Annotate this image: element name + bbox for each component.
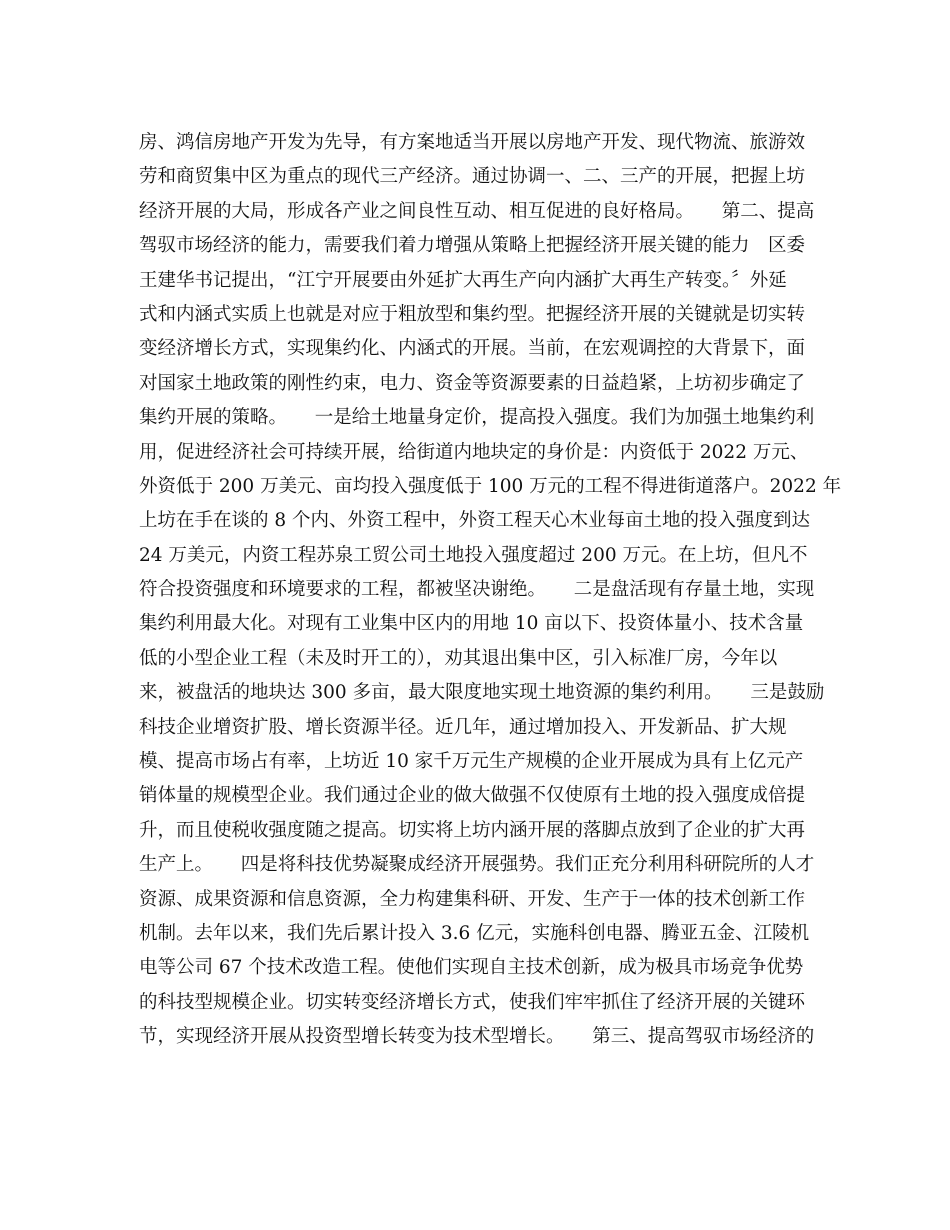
text-line: 资源、成果资源和信息资源，全力构建集科研、开发、生产于一体的技术创新工作 <box>139 888 806 910</box>
text-line: 节，实现经济开展从投资型增长转变为技术型增长。 第三、提高驾驭市场经济的 <box>139 1026 815 1048</box>
text-line: 房、鸿信房地产开发为先导，有方案地适当开展以房地产开发、现代物流、旅游效 <box>139 132 806 153</box>
text-line: 符合投资强度和环境要求的工程，都被坚决谢绝。 二是盘活现有存量土地，实现 <box>139 579 815 601</box>
text-line: 变经济增长方式，实现集约化、内涵式的开展。当前，在宏观调控的大背景下，面 <box>139 338 806 360</box>
text-line: 集约利用最大化。对现有工业集中区内的用地 10 亩以下、投资体量小、技术含量 <box>139 613 804 635</box>
text-line: 驾驭市场经济的能力，需要我们着力增强从策略上把握经济开展关键的能力 区委 <box>139 235 806 257</box>
text-line: 用，促进经济社会可持续开展，给街道内地块定的身价是：内资低于 2022 万元、 <box>139 441 809 463</box>
text-line: 电等公司 67 个技术改造工程。使他们实现自主技术创新，成为极具市场竞争优势 <box>139 957 804 979</box>
text-line: 24 万美元，内资工程苏泉工贸公司土地投入强度超过 200 万元。在上坊，但凡不 <box>139 544 808 566</box>
text-line: 外资低于 200 万美元、亩均投入强度低于 100 万元的工程不得进街道落户。2022 年 <box>139 475 842 497</box>
text-line: 科技企业增资扩股、增长资源半径。近几年，通过增加投入、开发新品、扩大规 <box>139 716 787 738</box>
text-line: 王建华书记提出，“江宁开展要由外延扩大再生产向内涵扩大再生产转变。〞外延 <box>139 269 787 291</box>
text-line: 模、提高市场占有率，上坊近 10 家千万元生产规模的企业开展成为具有上亿元产 <box>139 751 804 773</box>
text-line: 劳和商贸集中区为重点的现代三产经济。通过协调一、二、三产的开展，把握上坊 <box>139 166 806 188</box>
text-line: 机制。去年以来，我们先后累计投入 3.6 亿元，实施科创电器、腾亚五金、江陵机 <box>139 922 810 944</box>
text-line: 来，被盘活的地块达 300 多亩，最大限度地实现土地资源的集约利用。 三是鼓励 <box>139 682 825 704</box>
text-line: 低的小型企业工程（未及时开工的），劝其退出集中区，引入标准厂房，今年以 <box>139 647 778 669</box>
text-line: 生产上。 四是将科技优势凝聚成经济开展强势。我们正充分利用科研院所的人才 <box>139 854 815 876</box>
text-line: 销体量的规模型企业。我们通过企业的做大做强不仅使原有土地的投入强度成倍提 <box>139 785 806 807</box>
text-line: 升，而且使税收强度随之提高。切实将上坊内涵开展的落脚点放到了企业的扩大再 <box>139 819 806 841</box>
text-line: 上坊在手在谈的 8 个内、外资工程中，外资工程天心木业每亩土地的投入强度到达 <box>139 510 811 532</box>
text-line: 经济开展的大局，形成各产业之间良性互动、相互促进的良好格局。 第二、提高 <box>139 200 815 222</box>
text-line: 的科技型规模企业。切实转变经济增长方式，使我们牢牢抓住了经济开展的关键环 <box>139 991 806 1013</box>
text-line: 对国家土地政策的刚性约束，电力、资金等资源要素的日益趋紧，上坊初步确定了 <box>139 372 806 394</box>
body-text <box>139 126 842 1055</box>
text-line: 集约开展的策略。 一是给土地量身定价，提高投入强度。我们为加强土地集约利 <box>139 407 815 429</box>
text-line: 式和内涵式实质上也就是对应于粗放型和集约型。把握经济开展的关键就是切实转 <box>139 303 806 325</box>
